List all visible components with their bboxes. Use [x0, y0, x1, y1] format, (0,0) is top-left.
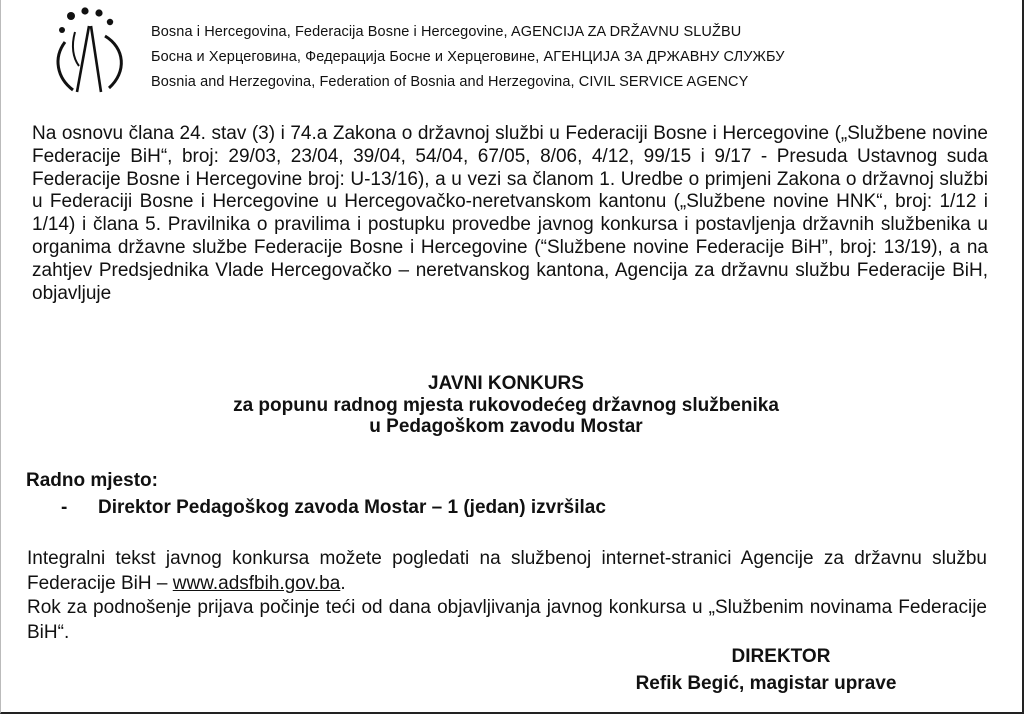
list-dash: -: [61, 497, 68, 518]
competition-title: [1, 373, 1011, 438]
intro-paragraph: [32, 123, 988, 305]
info-text-1-end: .: [340, 572, 346, 594]
intro-text: Na osnovu člana 24. stav (3) i 74.a Zakona o državnoj službi u Federaciji Bosne i Hercegovine („Službene novine Federacije BiH“, broj: 29/03, 23/04, 39/04, 54/04, 67/05, 8/06, 4/12, 99/15 i 9/17 - Presuda Ustavnog suda Federacije Bosne i Hercegovine broj: U-13/16), a u vezi sa članom 1. Uredbe o primjeni Zakona o državnoj službi u Federaciji Bosne i Hercegovine u Hercegovačko-neretvanskom kantonu („Službene novine HNK“, broj: 1/12 i 1/14) i člana 5. Pravilnika o pravilima i postupku provedbe javnog konkursa i postavljenja državnih službenika u organima državne službe Federacije Bosne i Hercegovine (“Službene novine Federacije BiH”, broj: 13/19), a na zahtjev Predsjednika Vlade Hercegovačko – neretvanskog kantona, Agencija za državnu službu Federacije BiH, objavljuje: [32, 123, 988, 304]
title-line-2: za popunu radnog mjesta rukovodećeg državnog službenika: [233, 394, 779, 416]
agency-header: [151, 20, 785, 95]
agency-line-cyrillic: Босна и Херцеговина, Федерација Босне и Херцеговине, АГЕНЦИЈА ЗА ДРЖАВНУ СЛУЖБУ: [151, 49, 785, 65]
info-paragraph-1: [27, 547, 987, 596]
agency-website-link[interactable]: www.adsfbih.gov.ba: [172, 572, 341, 594]
agency-line-english: Bosnia and Herzegovina, Federation of Bosnia and Herzegovina, CIVIL SERVICE AGENCY: [151, 74, 749, 90]
title-line-1: JAVNI KONKURS: [428, 373, 584, 394]
position-item: [61, 497, 606, 519]
info-paragraph-2: Rok za podnošenje prijava počinje teći od dana objavljivanja javnog konkursa u „Službenim novinama Federacije BiH“.: [27, 597, 987, 643]
position-label: Radno mjesto:: [26, 470, 158, 491]
civil-service-agency-logo-icon: [43, 6, 139, 98]
title-line-3: u Pedagoškom zavodu Mostar: [369, 416, 643, 437]
agency-line-bosnian: Bosna i Hercegovina, Federacija Bosne i Hercegovine, AGENCIJA ZA DRŽAVNU SLUŽBU: [151, 24, 742, 40]
position-item-text: Direktor Pedagoškog zavoda Mostar – 1 (jedan) izvršilac: [98, 497, 606, 518]
info-section: [27, 547, 987, 645]
signature-name: Refik Begić, magistar uprave: [635, 673, 897, 694]
info-text-1: Integralni tekst javnog konkursa možete pogledati na službenoj internet-stranici Agencije za državnu službu Federacije BiH –: [27, 548, 987, 594]
signature-title: DIREKTOR: [731, 646, 831, 667]
